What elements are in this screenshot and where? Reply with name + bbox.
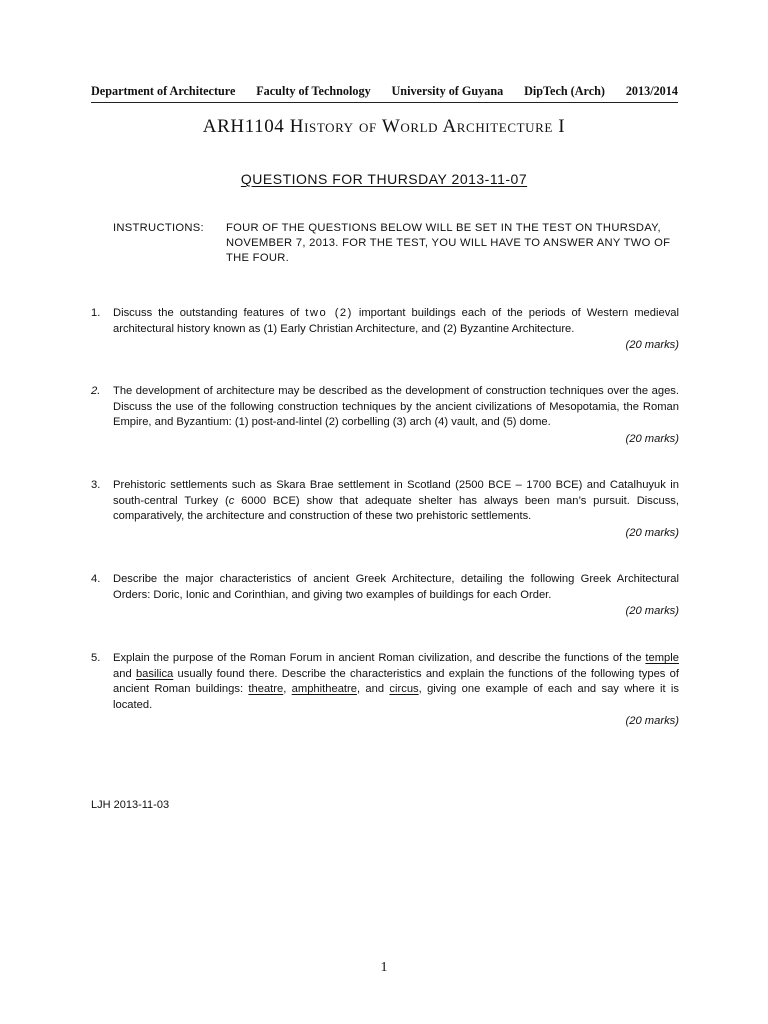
question-text-part: , giving one example of each and say where it is located. xyxy=(113,683,680,711)
question-marks: (20 marks) xyxy=(625,605,679,617)
instructions-label: INSTRUCTIONS: xyxy=(113,222,204,234)
question-text-part: The development of architecture may be described as the development of construction techniques over the ages. Discuss the use of the following construction techniques by the ancient civilizations of Mesopotamia, the Roman Empire, and Byzantium: (1) post-and-lintel (2) corbelling (3) arch (4) vault, and (5) dome. xyxy=(113,385,679,428)
header-year: 2013/2014 xyxy=(625,84,678,98)
underlined-term: basilica xyxy=(135,667,174,680)
underlined-term: amphitheatre xyxy=(291,683,357,695)
question-number: 2. xyxy=(91,385,101,397)
question-emphasis: two (2) xyxy=(305,307,353,319)
question-text-part: Discuss the outstanding features of xyxy=(113,307,306,319)
question-number: 3. xyxy=(91,479,101,491)
questions-heading-text: QUESTIONS FOR THURSDAY 2013-11-07 xyxy=(240,171,528,187)
question-3 xyxy=(91,478,679,541)
question-text-part: important buildings each of the periods of Western medieval architectural history known as (1) Early Christian Architecture, and (2) Byzantine Architecture. xyxy=(113,307,679,335)
header-university: University of Guyana xyxy=(391,84,504,98)
question-text xyxy=(113,651,679,713)
page-number: 1 xyxy=(380,960,388,975)
question-text xyxy=(113,384,679,431)
question-text xyxy=(113,572,679,603)
header-line xyxy=(91,84,678,103)
question-text-part: 6000 BCE) show that adequate shelter has always been man’s pursuit. Discuss, comparatively, the architecture and construction of these two prehistoric settlements. xyxy=(113,494,680,522)
instructions-text: FOUR OF THE QUESTIONS BELOW WILL BE SET IN THE TEST ON THURSDAY, NOVEMBER 7, 2013. FOR THE TEST, YOU WILL HAVE TO ANSWER ANY TWO OF THE FOUR. xyxy=(226,222,671,264)
questions-heading xyxy=(0,171,768,187)
question-number: 4. xyxy=(91,573,101,585)
question-marks: (20 marks) xyxy=(625,432,679,445)
question-text-part: , and xyxy=(356,683,390,695)
author-signature: LJH 2013-11-03 xyxy=(91,799,170,811)
question-emphasis: c xyxy=(228,494,235,507)
underlined-term: circus xyxy=(389,683,419,695)
underlined-term: theatre xyxy=(248,683,284,695)
question-5 xyxy=(91,651,679,730)
question-text-part: and xyxy=(113,667,136,680)
question-text-part: usually found there. Describe the characteristics and explain the functions of the following types of ancient Roman buildings: xyxy=(113,667,679,695)
question-marks: (20 marks) xyxy=(625,715,679,727)
course-title: ARH1104 History of World Architecture I xyxy=(202,116,566,137)
question-1 xyxy=(91,306,679,354)
question-2 xyxy=(91,384,679,447)
question-number: 1. xyxy=(91,307,101,319)
underlined-term: temple xyxy=(645,652,679,664)
question-text-part: , xyxy=(283,683,292,695)
question-number: 5. xyxy=(91,652,101,664)
question-4 xyxy=(91,572,679,620)
header-faculty: Faculty of Technology xyxy=(256,84,371,98)
question-marks: (20 marks) xyxy=(625,526,679,539)
question-text xyxy=(113,478,679,525)
question-marks: (20 marks) xyxy=(625,339,679,351)
question-text-part: Prehistoric settlements such as Skara Brae settlement in Scotland (2500 BCE – 1700 BCE) and Catalhuyuk in south-central Turkey ( xyxy=(113,479,679,507)
question-text-part: Describe the major characteristics of ancient Greek Architecture, detailing the following Greek Architectural Orders: Doric, Ionic and Corinthian, and giving two examples of buildings for each Order. xyxy=(113,573,679,601)
header-program: DipTech (Arch) xyxy=(524,84,605,98)
header-department: Department of Architecture xyxy=(91,84,236,98)
question-text xyxy=(113,306,679,337)
question-text-part: Explain the purpose of the Roman Forum in ancient Roman civilization, and describe the functions of the xyxy=(113,652,646,664)
